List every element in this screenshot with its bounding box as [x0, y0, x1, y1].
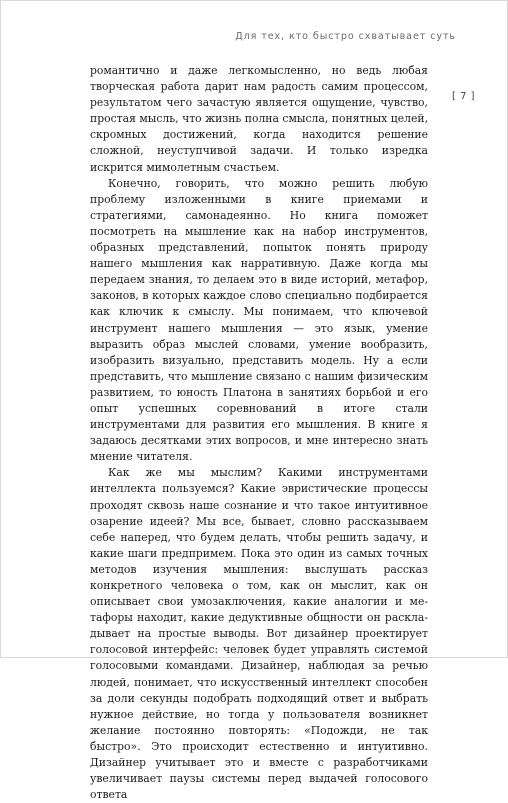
page-number: [ 7 ]: [452, 91, 476, 102]
paragraph: Как же мы мыслим? Какими инструментами интеллекта пользуемся? Какие эвристические процессы проходят сквозь наше сознание и что такое интуитивное озарение идеей? Мы все, бывает, словно рассказываем себе наперед, что будем делать, чтобы решить задачу, и какие шаги предпримем. Пока это один из самых точных методов изучения мышления: выслушать рассказ конкретного человека о том, как он мыслит, как он описывает свои умозаключения, какие аналогии и метафоры находит, какие дедуктивные общности он раскладывает на простые выводы. Вот дизайнер проектирует голосовой интерфейс: человек будет управлять системой голосовыми командами. Дизайнер, наблюдая за речью людей, понимает, что искусственный интеллект способен за доли секунды подобрать подходящий ответ и выбрать нужное действие, но тогда у пользователя возникнет желание постоянно повторять: «Подожди, не так быстро». Это происходит естественно и интуитивно. Дизайнер учитывает это и вместе с разработчиками увеличивает паузы системы перед выдачей голосового ответа: [90, 466, 428, 802]
body-text: [90, 63, 428, 803]
running-header: Для тех, кто быстро схватывает суть: [235, 31, 456, 42]
paragraph: Конечно, говорить, что можно решить любую проблему изложенными в книге приемами и стратегиями, самонадеянно. Но книга поможет посмотреть на мышление как на набор инструментов, образных представлений, попыток понять природу нашего мышления как нарративную. Даже когда мы передаем знания, то делаем это в виде историй, метафор, законов, в которых каждое слово специально подбирается как ключик к смыслу. Мы понимаем, что ключевой инструмент нашего мышления — это язык, умение выразить образ мыслей словами, умение вообразить, изобразить визуально, представить модель. Ну а если представить, что мышление связано с нашим физическим развитием, то юность Платона в занятиях борьбой и его опыт успешных соревнований в итоге стали инструментами для развития его мышления. В книге я задаюсь десятками этих вопросов, и мне интересно знать мнение читателя.: [90, 176, 428, 464]
paragraph-continued: романтично и даже легкомысленно, но ведь любая творческая работа дарит нам радость самим процессом, результатом чего зачастую является ощущение, чувство, простая мысль, что жизнь полна смысла, понятных целей, скромных достижений, когда находится решение сложной, неуступчивой задачи. И только изредка искрится мимолетным счастьем.: [90, 64, 428, 174]
